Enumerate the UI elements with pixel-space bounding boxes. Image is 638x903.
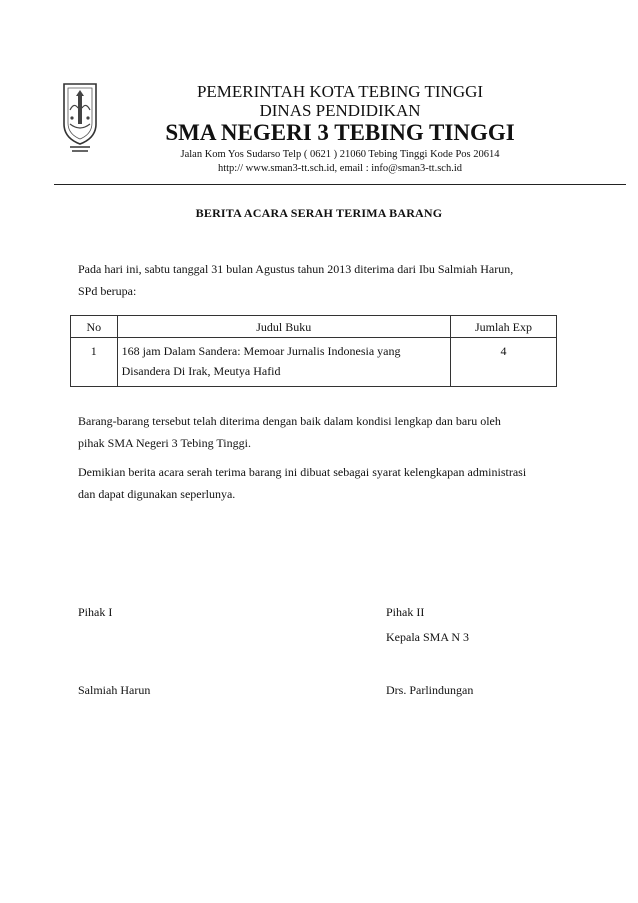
signature-right-role: Kepala SMA N 3 <box>386 630 469 644</box>
table-header-row <box>71 316 557 338</box>
receipt-line-2: pihak SMA Negeri 3 Tebing Tinggi. <box>78 436 251 450</box>
cell-book-title <box>117 338 450 387</box>
receipt-line-1: Barang-barang tersebut telah diterima dengan baik dalam kondisi lengkap dan baru oleh <box>78 414 501 428</box>
header-no: No <box>71 316 118 338</box>
letterhead-school-name: SMA NEGERI 3 TEBING TINGGI <box>165 120 515 145</box>
letterhead-government: PEMERINTAH KOTA TEBING TINGGI <box>196 82 484 101</box>
cell-no: 1 <box>71 338 118 387</box>
header-quantity: Jumlah Exp <box>450 316 556 338</box>
signature-left-label: Pihak I <box>78 605 113 619</box>
cell-quantity: 4 <box>450 338 556 387</box>
receipt-paragraph <box>78 410 568 454</box>
header-book-title: Judul Buku <box>117 316 450 338</box>
closing-line-1: Demikian berita acara serah terima barang ini dibuat sebagai syarat kelengkapan administrasi <box>78 465 527 479</box>
intro-line-2: SPd berupa: <box>78 284 137 298</box>
letterhead-address: Jalan Kom Yos Sudarso Telp ( 0621 ) 21060 Tebing Tinggi Kode Pos 20614 <box>180 149 500 160</box>
intro-line-1: Pada hari ini, sabtu tanggal 31 bulan Agustus tahun 2013 diterima dari Ibu Salmiah Harun, <box>78 262 514 276</box>
closing-line-2: dan dapat digunakan seperlunya. <box>78 487 236 501</box>
signature-right-label: Pihak II <box>386 605 425 619</box>
closing-paragraph <box>78 461 568 505</box>
letterhead-web-email: http:// www.sman3-tt.sch.id, email : info@sman3-tt.sch.id <box>217 163 463 174</box>
book-title-line-2: Disandera Di Irak, Meutya Hafid <box>121 364 281 378</box>
signature-left-name: Salmiah Harun <box>78 683 151 697</box>
table-row <box>71 338 557 387</box>
intro-paragraph <box>78 258 568 302</box>
letterhead-department: DINAS PENDIDIKAN <box>259 101 421 120</box>
document-title: BERITA ACARA SERAH TERIMA BARANG <box>195 206 443 220</box>
signature-right-name: Drs. Parlindungan <box>386 683 474 697</box>
letterhead-divider <box>54 184 626 185</box>
city-emblem-icon <box>58 80 102 156</box>
items-table <box>70 315 557 384</box>
book-title-line-1: 168 jam Dalam Sandera: Memoar Jurnalis Indonesia yang <box>121 344 401 358</box>
